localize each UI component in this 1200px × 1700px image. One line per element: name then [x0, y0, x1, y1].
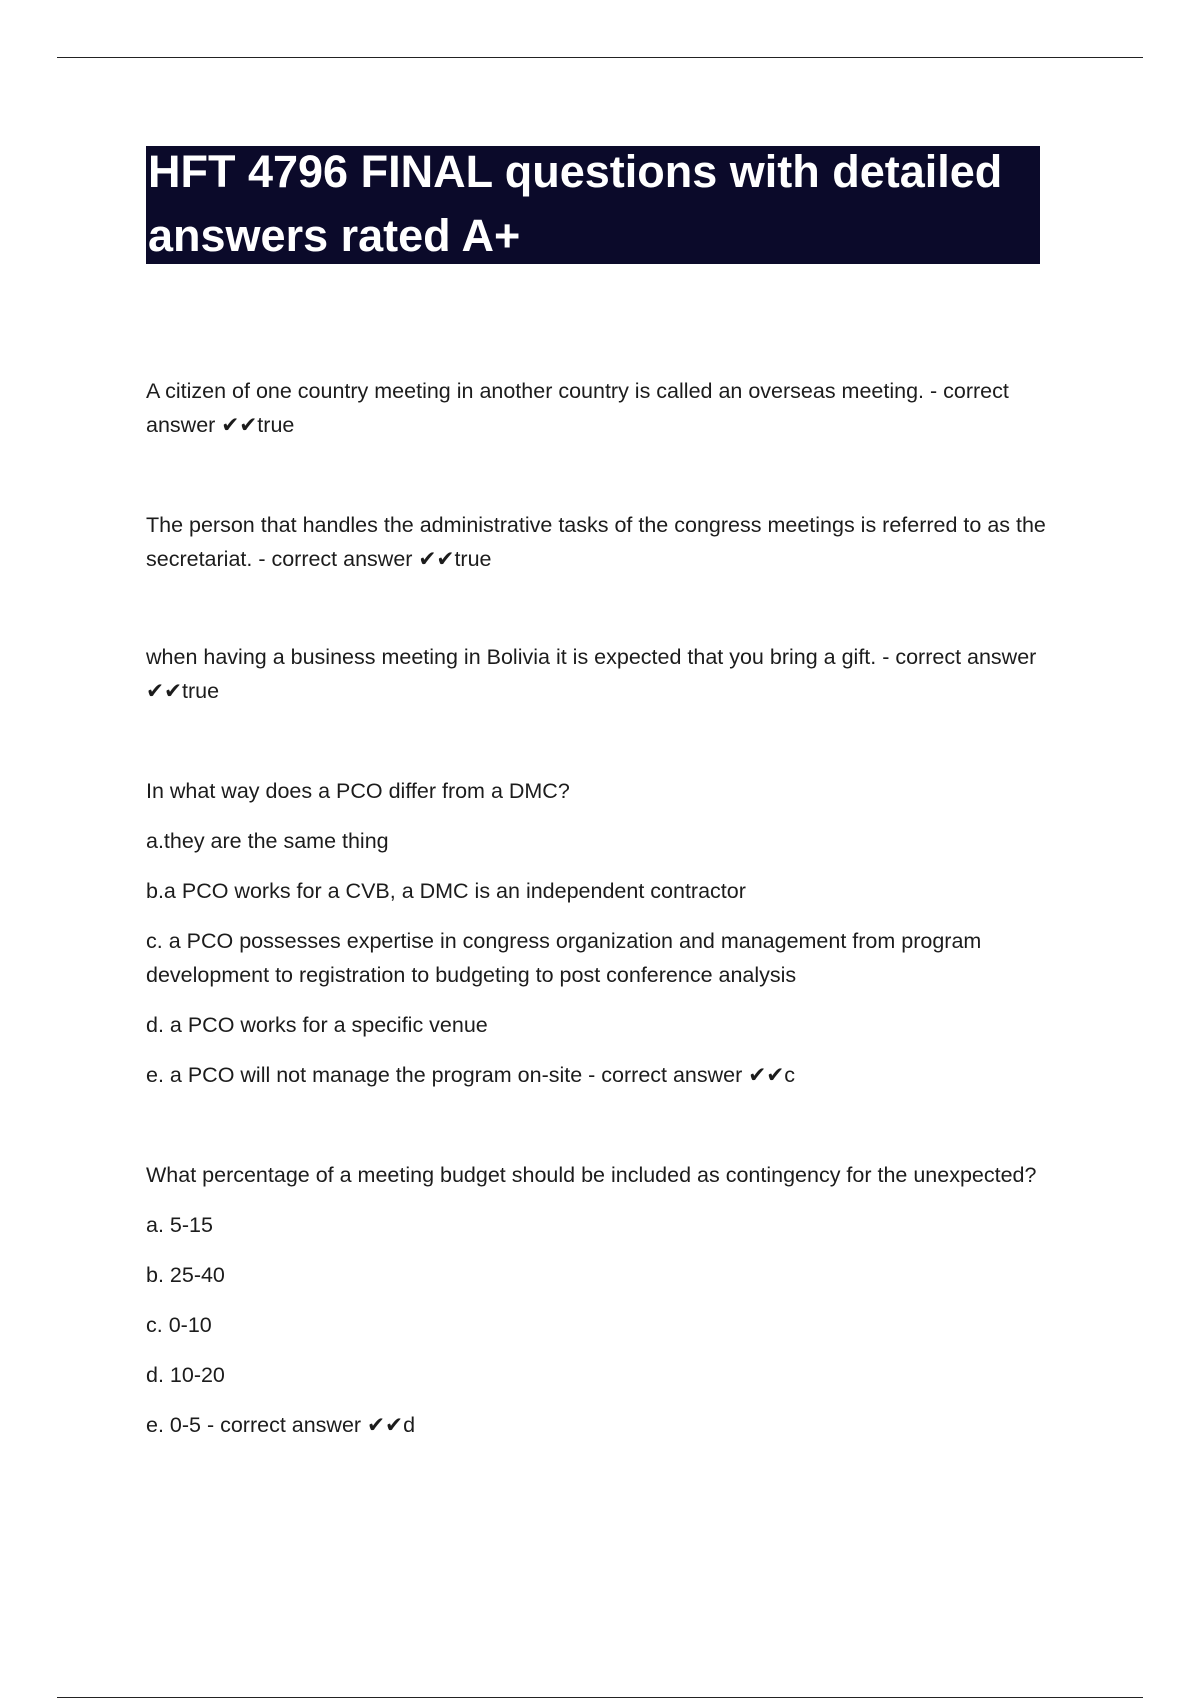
option-a: a.they are the same thing	[146, 829, 389, 853]
option-c: c. a PCO possesses expertise in congress organization and management from program development to registration to budgeting to post conference analysis	[146, 929, 982, 987]
question-answer-1: A citizen of one country meeting in another country is called an overseas meeting. - correct answer ✔✔true	[146, 379, 1009, 437]
option-d: d. a PCO works for a specific venue	[146, 1013, 488, 1037]
option-a: a. 5-15	[146, 1213, 213, 1237]
multiple-choice-question-5	[146, 1158, 1076, 1442]
option-b: b. 25-40	[146, 1263, 225, 1287]
multiple-choice-question-4	[146, 774, 1076, 1092]
question-stem: In what way does a PCO differ from a DMC?	[146, 779, 570, 803]
option-d: d. 10-20	[146, 1363, 225, 1387]
document-body	[146, 374, 1076, 1442]
option-e-with-answer: e. a PCO will not manage the program on-site - correct answer ✔✔c	[146, 1063, 796, 1087]
question-answer-3: when having a business meeting in Bolivia it is expected that you bring a gift. - correct answer ✔✔true	[146, 645, 1037, 703]
option-e-with-answer: e. 0-5 - correct answer ✔✔d	[146, 1413, 416, 1437]
question-stem: What percentage of a meeting budget should be included as contingency for the unexpected?	[146, 1163, 1037, 1187]
document-title: HFT 4796 FINAL questions with detailed answers rated A+	[148, 146, 1003, 261]
option-b: b.a PCO works for a CVB, a DMC is an independent contractor	[146, 879, 746, 903]
question-answer-2: The person that handles the administrative tasks of the congress meetings is referred to as the secretariat. - correct answer ✔✔true	[146, 513, 1046, 571]
bottom-rule	[57, 1697, 1143, 1698]
title-banner	[146, 146, 1040, 264]
option-c: c. 0-10	[146, 1313, 212, 1337]
top-rule	[57, 57, 1143, 58]
